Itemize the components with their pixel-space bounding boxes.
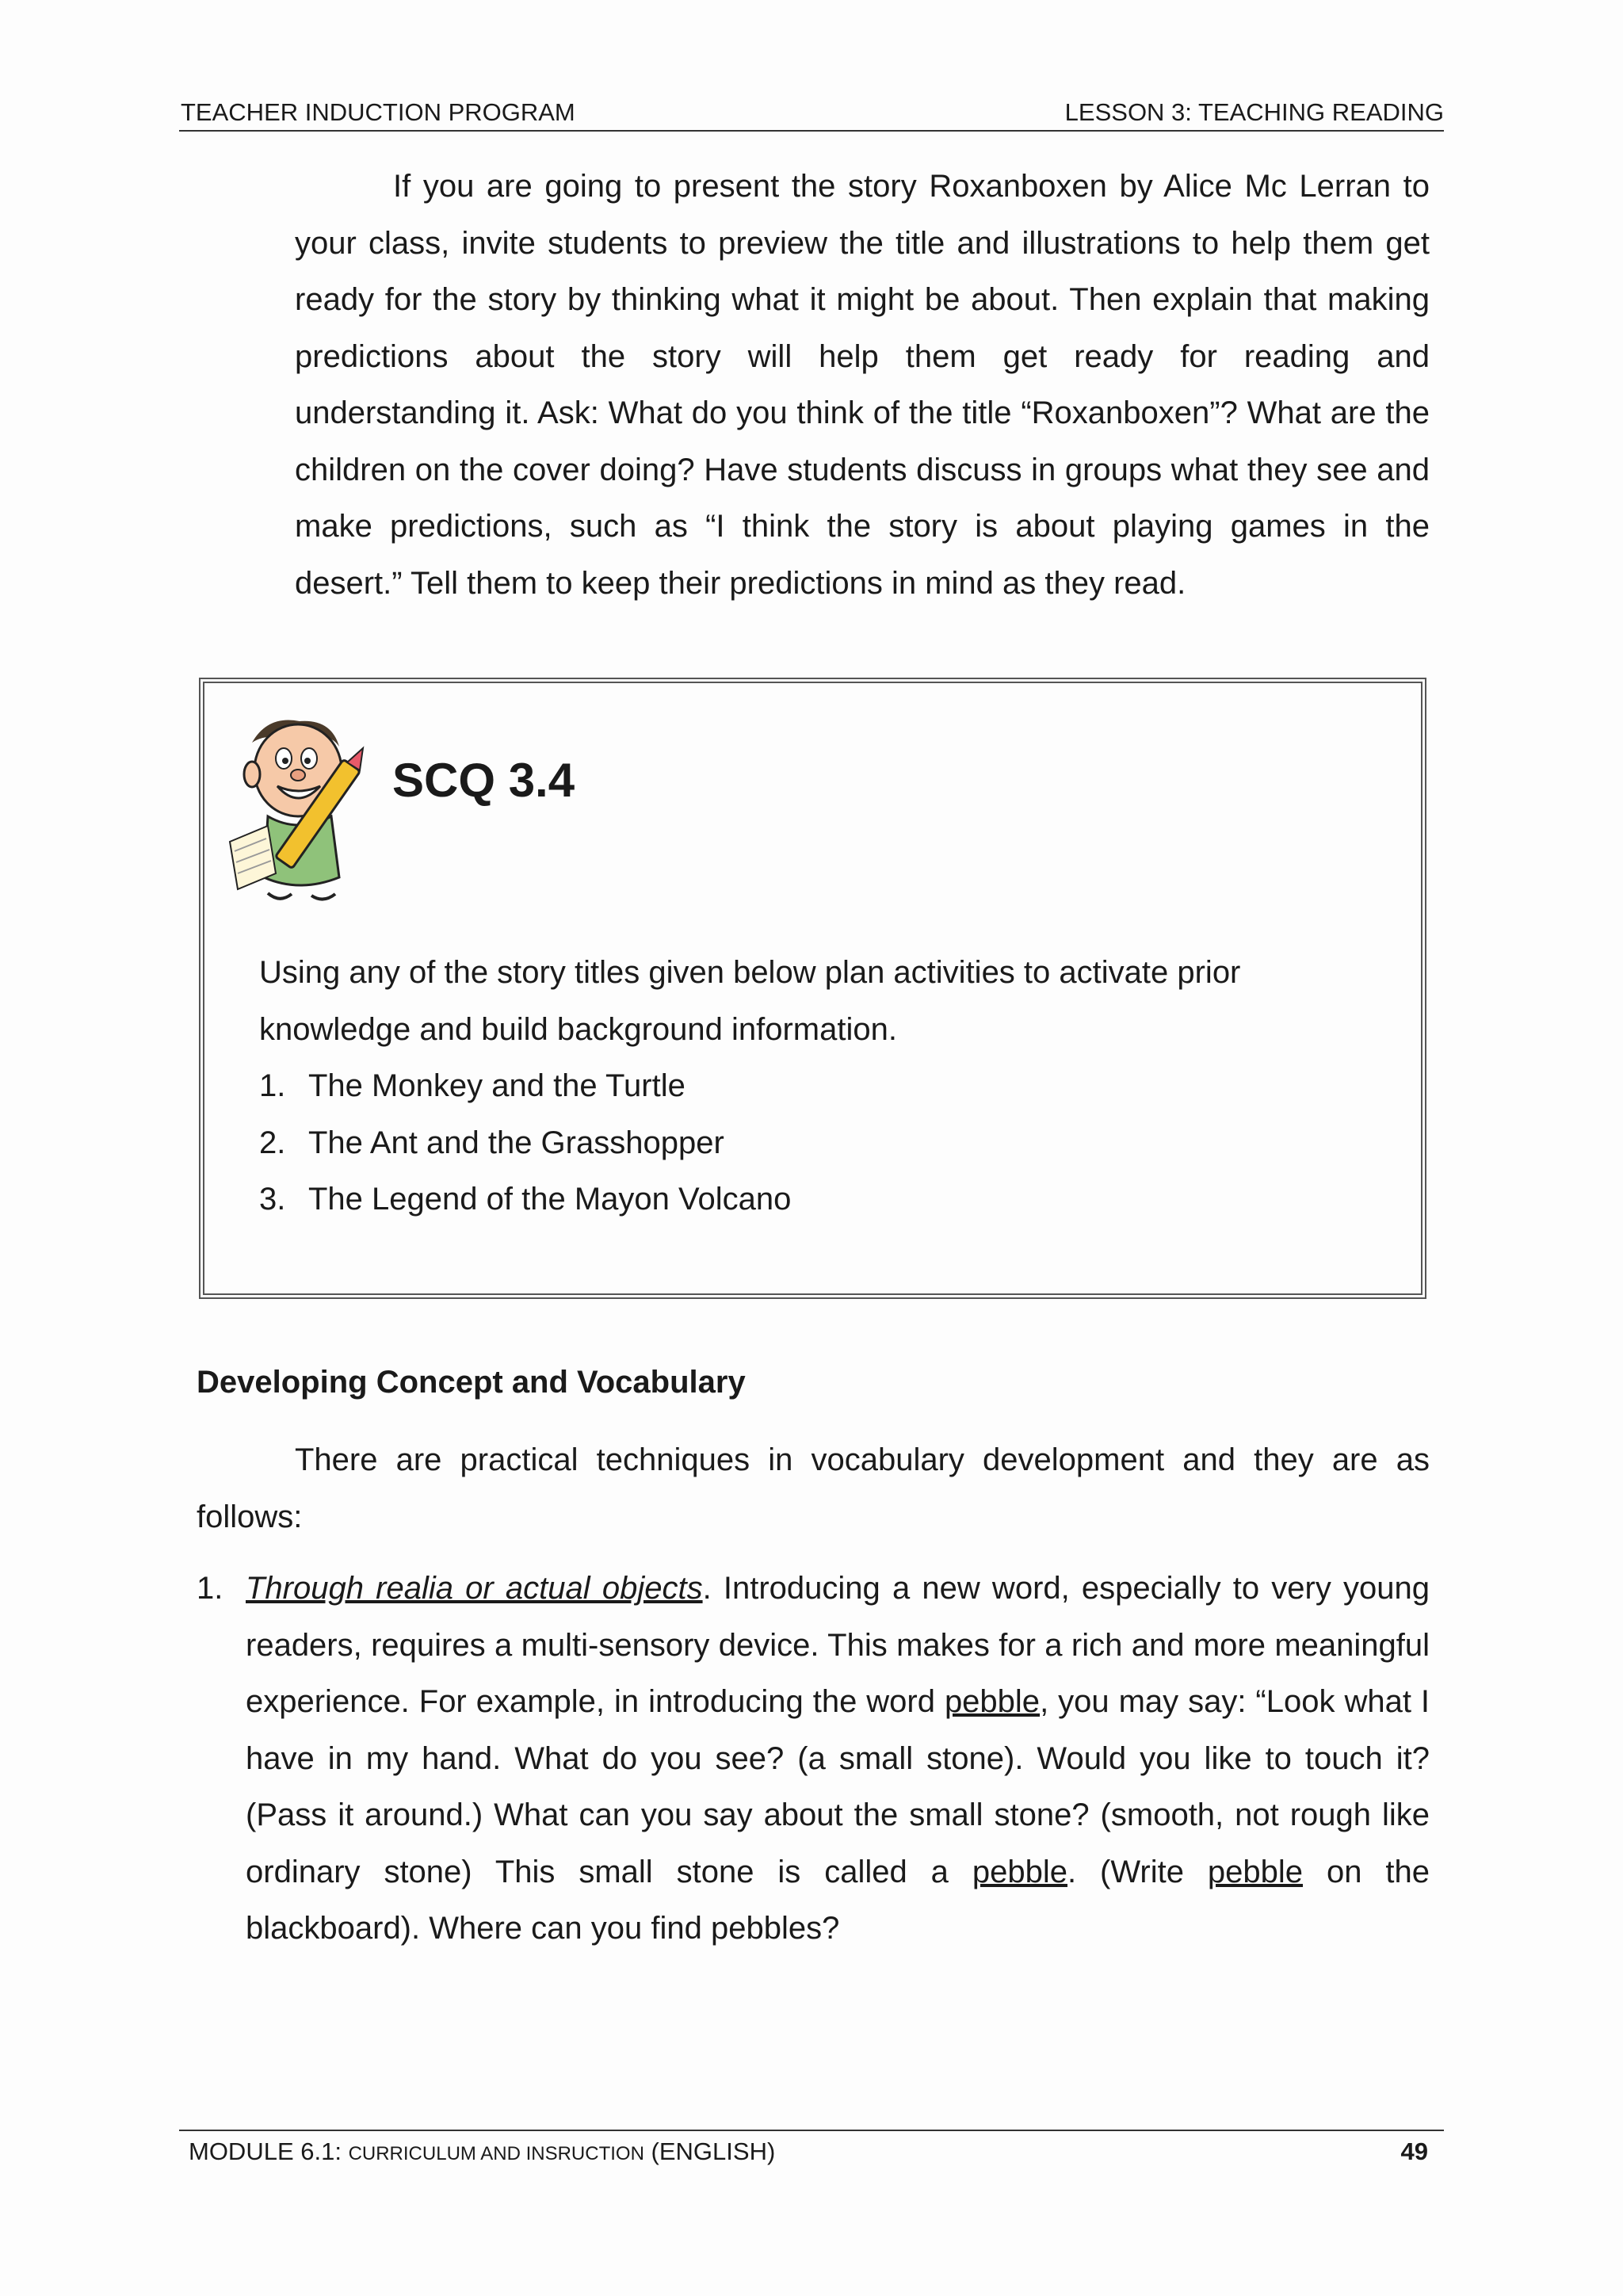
header-program: TEACHER INDUCTION PROGRAM <box>181 98 575 126</box>
story-title-list <box>259 1058 1384 1228</box>
list-item-text: The Monkey and the Turtle <box>308 1068 685 1103</box>
cartoon-man-with-pencil-icon <box>220 707 393 905</box>
vocab-word: pebble <box>944 1684 1041 1719</box>
technique-text: . (Write <box>1067 1854 1208 1889</box>
list-item-text: The Ant and the Grasshopper <box>308 1125 724 1160</box>
technique-text: . Introducing a new word, especially to very young readers, requires a multi-sensory device. This makes for a rich and more meaningful experience. For example, in introducing the word <box>246 1571 1430 1719</box>
footer-course: CURRICULUM AND INSRUCTION <box>348 2143 644 2164</box>
header-lesson: LESSON 3: TEACHING READING <box>1064 98 1444 126</box>
scq-title: SCQ 3.4 <box>392 754 575 807</box>
list-number: 3. <box>259 1182 286 1217</box>
technique-text: on the blackboard). Where can you find pebbles? <box>246 1854 1430 1946</box>
scq-content <box>259 945 1384 1228</box>
intro-paragraph: If you are going to present the story Roxanboxen by Alice Mc Lerran to your class, invite students to preview the title and illustrations to help them get ready for the story by thinking what it might be about. Then explain that making predictions about the story will help them get ready for reading and understanding it. Ask: What do you think of the title “Roxanboxen”? What are the children on the cover doing? Have students discuss in groups what they see and make predictions, such as “I think the story is about playing games in the desert.” Tell them to keep their predictions in mind as they read. <box>295 169 1430 601</box>
intro-paragraph-block <box>295 159 1430 612</box>
technique-number: 1. <box>197 1571 223 1606</box>
section-intro: There are practical techniques in vocabulary development and they are as follows: <box>197 1442 1430 1534</box>
footer-module-label: MODULE 6.1: <box>189 2137 349 2165</box>
technique-body <box>246 1561 1430 1958</box>
scq-box <box>199 678 1426 1299</box>
list-item <box>259 1115 1384 1172</box>
technique-text: , you may say: “Look what I have in my hand. What do you see? (a small stone). Would you like to touch it? (Pass it around.) What can you say about the small stone? (smooth, not rough like ordinary stone) This small stone is called a <box>246 1684 1430 1889</box>
list-number: 1. <box>259 1068 286 1103</box>
vocab-word: pebble <box>972 1854 1067 1889</box>
footer-module <box>189 2137 775 2166</box>
footer-language: (ENGLISH) <box>643 2137 776 2165</box>
section-heading: Developing Concept and Vocabulary <box>197 1365 746 1400</box>
technique-title: Through realia or actual objects <box>246 1571 703 1606</box>
vocab-word: pebble <box>1207 1854 1304 1889</box>
section-intro-block <box>197 1432 1430 1545</box>
technique-item <box>197 1561 1430 1958</box>
scq-instruction: Using any of the story titles given below plan activities to activate prior knowledge and build background information. <box>259 955 1241 1047</box>
page-header <box>179 98 1444 132</box>
list-item <box>259 1058 1384 1115</box>
page-number: 49 <box>1400 2137 1428 2165</box>
list-item-text: The Legend of the Mayon Volcano <box>308 1182 792 1217</box>
list-item <box>259 1171 1384 1228</box>
page-footer <box>179 2130 1444 2165</box>
list-number: 2. <box>259 1125 286 1160</box>
